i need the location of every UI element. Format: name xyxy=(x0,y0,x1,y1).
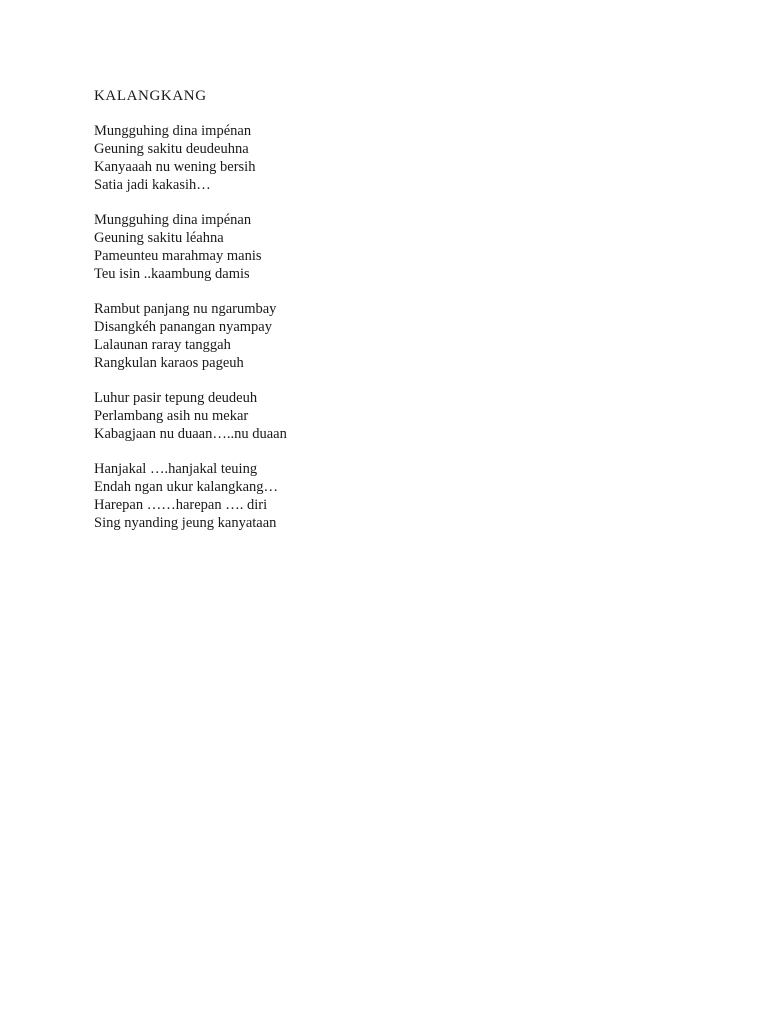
stanza-5 xyxy=(94,460,694,532)
poem-line: Rangkulan karaos pageuh xyxy=(94,355,244,371)
poem-line: Hanjakal ….hanjakal teuing xyxy=(94,461,258,477)
stanza-4 xyxy=(94,389,694,443)
poem-line: Satia jadi kakasih… xyxy=(94,177,211,193)
poem-line: Teu isin ..kaambung damis xyxy=(94,266,250,282)
poem-line: Harepan ……harepan …. diri xyxy=(94,497,268,513)
poem-line: Disangkéh panangan nyampay xyxy=(94,319,272,335)
poem-line: Mungguhing dina impénan xyxy=(94,123,252,139)
stanza-3 xyxy=(94,300,694,372)
poem-line: Kanyaaah nu wening bersih xyxy=(94,159,256,175)
poem-title: KALANGKANG xyxy=(94,88,207,104)
stanza-2 xyxy=(94,211,694,283)
poem-line: Geuning sakitu léahna xyxy=(94,230,224,246)
poem-line: Rambut panjang nu ngarumbay xyxy=(94,301,277,317)
poem-line: Pameunteu marahmay manis xyxy=(94,248,262,264)
poem-line: Lalaunan raray tanggah xyxy=(94,337,231,353)
poem-line: Luhur pasir tepung deudeuh xyxy=(94,390,258,406)
poem-line: Sing nyanding jeung kanyataan xyxy=(94,515,277,531)
poem-line: Kabagjaan nu duaan…..nu duaan xyxy=(94,426,287,442)
poem-line: Perlambang asih nu mekar xyxy=(94,408,249,424)
poem-line: Endah ngan ukur kalangkang… xyxy=(94,479,279,495)
poem-line: Mungguhing dina impénan xyxy=(94,212,252,228)
stanza-1 xyxy=(94,122,694,194)
poem-line: Geuning sakitu deudeuhna xyxy=(94,141,249,157)
document-page xyxy=(94,87,694,549)
